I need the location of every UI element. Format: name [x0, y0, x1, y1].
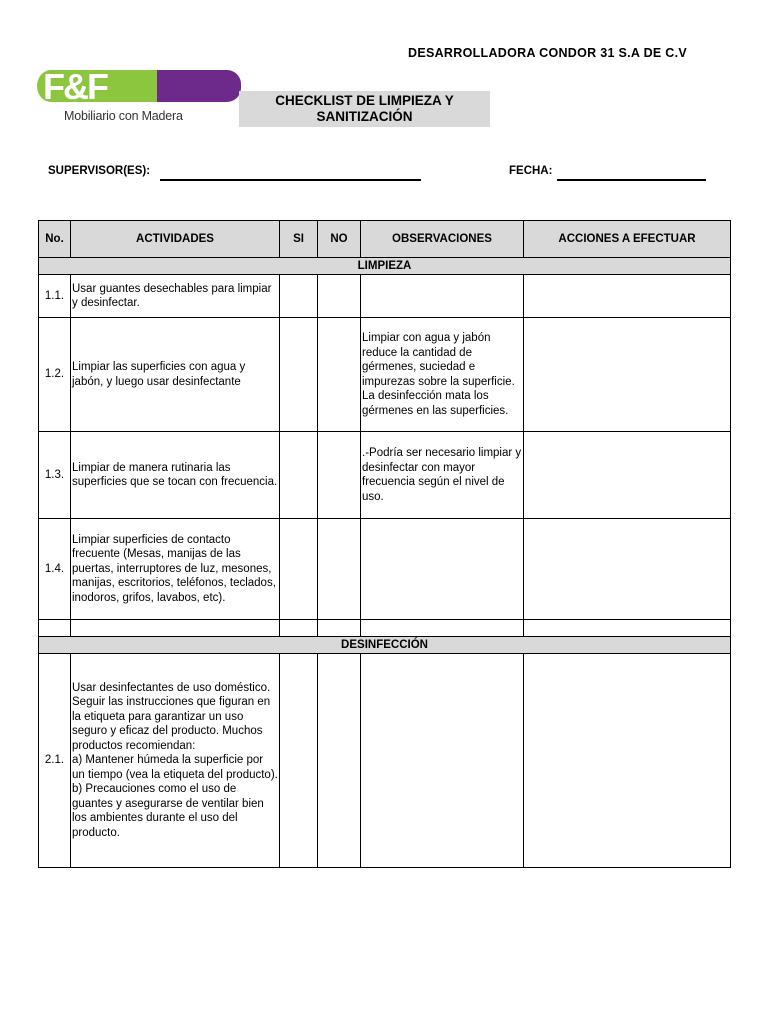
col-header-actividades: ACTIVIDADES — [71, 221, 280, 258]
checklist-table — [38, 220, 731, 868]
actions-cell[interactable] — [524, 275, 731, 318]
table-row — [39, 432, 731, 519]
actions-cell[interactable] — [524, 432, 731, 519]
section-row-desinfeccion — [39, 637, 731, 654]
observation-text[interactable] — [361, 519, 524, 620]
document-title — [239, 91, 490, 127]
section-row-limpieza — [39, 258, 731, 275]
col-header-acciones: ACCIONES A EFECTUAR — [524, 221, 731, 258]
no-cell[interactable] — [318, 519, 361, 620]
no-cell[interactable] — [318, 432, 361, 519]
col-header-si: SI — [280, 221, 318, 258]
fecha-field[interactable] — [557, 179, 706, 181]
activity-text: Limpiar de manera rutinaria las superficies que se tocan con frecuencia. — [71, 432, 280, 519]
title-line-2: SANITIZACIÓN — [316, 109, 413, 124]
table-row — [39, 275, 731, 318]
logo-subtitle: Mobiliario con Madera — [64, 109, 183, 123]
observation-text[interactable]: .-Podría ser necesario limpiar y desinfectar con mayor frecuencia según el nivel de uso. — [361, 432, 524, 519]
row-number: 1.2. — [39, 318, 71, 432]
row-number: 1.1. — [39, 275, 71, 318]
row-number: 2.1. — [39, 654, 71, 868]
observation-text[interactable] — [361, 654, 524, 868]
supervisor-label: SUPERVISOR(ES): — [48, 165, 151, 177]
col-header-no: No. — [39, 221, 71, 258]
table-header-row — [39, 221, 731, 258]
row-number: 1.4. — [39, 519, 71, 620]
actions-cell[interactable] — [524, 318, 731, 432]
si-cell[interactable] — [280, 519, 318, 620]
table-row — [39, 318, 731, 432]
table-row — [39, 519, 731, 620]
si-cell[interactable] — [280, 318, 318, 432]
company-name: DESARROLLADORA CONDOR 31 S.A DE C.V — [408, 46, 688, 60]
table-row — [39, 654, 731, 868]
no-cell[interactable] — [318, 318, 361, 432]
no-cell[interactable] — [318, 654, 361, 868]
title-line-1: CHECKLIST DE LIMPIEZA Y — [275, 93, 454, 108]
activity-text: Limpiar superficies de contacto frecuente (Mesas, manijas de las puertas, interruptores de luz, mesones, manijas, escritorios, teléfonos, teclados, inodoros, grifos, lavabos, etc). — [71, 519, 280, 620]
si-cell[interactable] — [280, 654, 318, 868]
actions-cell[interactable] — [524, 654, 731, 868]
section-title: DESINFECCIÓN — [39, 637, 731, 654]
observation-text[interactable]: Limpiar con agua y jabón reduce la cantidad de gérmenes, suciedad e impurezas sobre la superficie. La desinfección mata los gérmenes en las superficies. — [361, 318, 524, 432]
company-logo — [37, 70, 241, 128]
activity-text: Limpiar las superficies con agua y jabón, y luego usar desinfectante — [71, 318, 280, 432]
col-header-no-answer: NO — [318, 221, 361, 258]
no-cell[interactable] — [318, 275, 361, 318]
si-cell[interactable] — [280, 275, 318, 318]
observation-text[interactable] — [361, 275, 524, 318]
actions-cell[interactable] — [524, 519, 731, 620]
supervisor-field[interactable] — [160, 179, 421, 181]
col-header-observaciones: OBSERVACIONES — [361, 221, 524, 258]
row-number: 1.3. — [39, 432, 71, 519]
si-cell[interactable] — [280, 432, 318, 519]
empty-row — [39, 620, 731, 637]
svg-text:F&F: F&F — [43, 70, 107, 107]
activity-text: Usar desinfectantes de uso doméstico. Seguir las instrucciones que figuran en la etiqueta para garantizar un uso seguro y eficaz del producto. Muchos productos recomiendan: a) Mantener húmeda la superficie por un tiempo (vea la etiqueta del producto). b) Precauciones como el uso de guantes y asegurarse de ventilar bien los ambientes durante el uso del producto. — [71, 654, 280, 868]
activity-text: Usar guantes desechables para limpiar y desinfectar. — [71, 275, 280, 318]
section-title: LIMPIEZA — [39, 258, 731, 275]
fecha-label: FECHA: — [509, 165, 553, 177]
